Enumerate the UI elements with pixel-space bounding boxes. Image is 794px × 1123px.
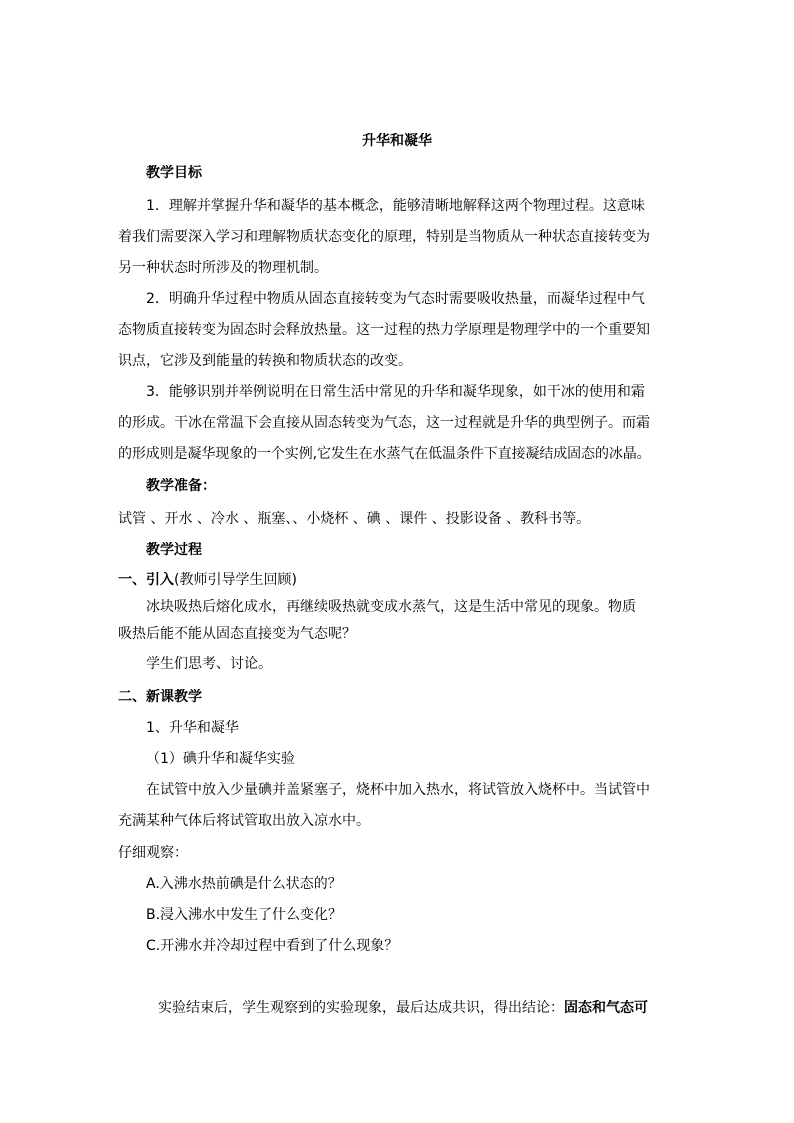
- experiment-heading: （1）碘升华和凝华实验: [146, 751, 295, 767]
- intro-note: (教师引导学生回顾): [174, 572, 297, 588]
- page-title: 升华和凝华: [362, 133, 432, 149]
- question-b: B.浸入沸水中发生了什么变化？: [146, 907, 343, 923]
- question-a: A.入沸水热前碘是什么状态的？: [146, 876, 342, 892]
- conclusion-bold: 固态和气态可: [564, 1000, 648, 1016]
- objective-1-line-1: 1．理解并掌握升华和凝华的基本概念，能够清晰地解释这两个物理过程。这意味: [146, 198, 645, 214]
- conclusion-line: [158, 1000, 698, 1016]
- experiment-text-line-2: 充满某种气体后将试管取出放入凉水中。: [118, 813, 370, 829]
- objective-1-line-2: 着我们需要深入学习和理解物质状态变化的原理，特别是当物质从一种状态直接转变为: [118, 229, 650, 245]
- objective-2-line-3: 识点，它涉及到能量的转换和物质状态的改变。: [118, 353, 412, 369]
- objective-1-line-3: 另一种状态时所涉及的物理机制。: [118, 260, 328, 276]
- objectives-heading: 教学目标: [146, 165, 202, 181]
- section-1-heading: 1、升华和凝华: [146, 720, 239, 736]
- process-heading: 教学过程: [146, 542, 202, 558]
- preparation-content: 试管 、开水 、冷水 、瓶塞、、小烧杯 、碘 、课件 、投影设备 、教科书等。: [118, 511, 591, 527]
- objective-2-line-1: 2．明确升华过程中物质从固态直接转变为气态时需要吸收热量，而凝华过程中气: [146, 291, 645, 307]
- intro-heading: 一、引入: [118, 572, 174, 588]
- intro-text-line-1: 冰块吸热后熔化成水，再继续吸热就变成水蒸气，这是生活中常见的现象。物质: [146, 599, 636, 615]
- experiment-text-line-1: 在试管中放入少量碘并盖紧塞子，烧杯中加入热水，将试管放入烧杯中。当试管中: [146, 782, 650, 798]
- observe-label: 仔细观察：: [118, 845, 188, 861]
- objective-2-line-2: 态物质直接转变为固态时会释放热量。这一过程的热力学原理是物理学中的一个重要知: [118, 322, 650, 338]
- intro-text-line-2: 吸热后能不能从固态直接变为气态呢？: [118, 626, 356, 642]
- conclusion-text: 实验结束后，学生观察到的实验现象，最后达成共识，得出结论：: [158, 1000, 564, 1016]
- objective-3-line-1: 3．能够识别并举例说明在日常生活中常见的升华和凝华现象，如干冰的使用和霜: [146, 384, 645, 400]
- intro-discuss: 学生们思考、讨论。: [146, 656, 272, 672]
- objective-3-line-3: 的形成则是凝华现象的一个实例,它发生在水蒸气在低温条件下直接凝结成固态的冰晶。: [118, 446, 651, 462]
- objective-3-line-2: 的形成。干冰在常温下会直接从固态转变为气态，这一过程就是升华的典型例子。而霜: [118, 415, 650, 431]
- intro-heading-line: [118, 572, 678, 588]
- question-c: C.开沸水并冷却过程中看到了什么现象？: [146, 938, 399, 954]
- preparation-heading: 教学准备：: [146, 478, 216, 494]
- new-lesson-heading: 二、新课教学: [118, 689, 202, 705]
